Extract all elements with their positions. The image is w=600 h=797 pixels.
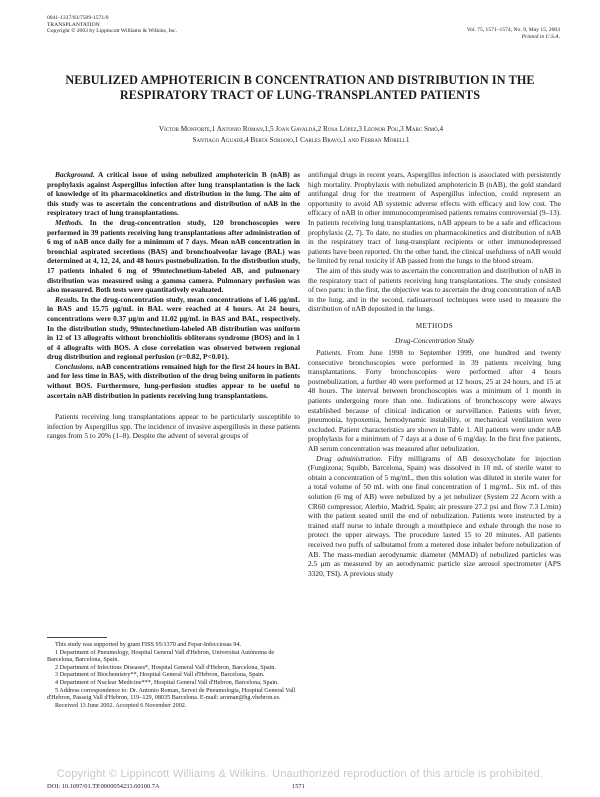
article-title: NEBULIZED AMPHOTERICIN B CONCENTRATION AND DISTRIBUTION IN THE RESPIRATORY TRACT OF LUNG-TRANSPLANTED PATIENTS bbox=[65, 73, 535, 102]
doi: DOI: 10.1097/01.TP.0000054233.60100.7A bbox=[47, 783, 160, 790]
patients-text: From June 1998 to September 1999, one hundred and twenty consecutive bronchoscopies were performed in 39 patients receiving lung transplantations. Forty bronchoscopies were performed after 4 hours postnebulization, a further 40 were performed at 12 hours, 25 at 24 hours, and 15 at 48 hours. The interval between bronchoscopies was a minimum of 1 month in patients undergoing more than one. Indications of bronchoscopy were always established because of clinical indication or surveillance. Patients with fever, pneumonia, hypoxemia, hemodynamic instability, or mechanical ventilation were excluded. Patient characteristics are shown in Table 1. All patients were under nAB prophylaxis for a minimum of 7 days at a dose of 6 mg/day. In the first five patients, AB serum concentration was measured after nebulization. bbox=[308, 348, 561, 454]
methods-text: In the drug-concentration study, 120 bronchoscopies were performed in 39 patients receiving lung transplantations after administration of 6 mg of nAB once daily for a minimum of 7 days. Mean nAB concentration in bronchial aspirated secretions (BAS) and bronchoalveolar lavage (BAL) was determined at 4, 12, 24, and 48 hours postnebulization. In the distribution study, 17 patients inhaled 6 mg of 99mtechnetium-labeled AB, and pulmonary distribution was measured using a gamma camera. Pulmonary perfusion was also measured. Both tests were quantitatively evaluated. bbox=[47, 217, 300, 295]
page-number: 1571 bbox=[292, 783, 305, 790]
footnote-affiliation-2: 2 Department of Infectious Diseases*, Hospital General Vall d'Hebron, Barcelona, Spain. bbox=[55, 663, 276, 671]
printed-in: Printed in U.S.A. bbox=[521, 33, 560, 40]
background-label: Background. bbox=[55, 170, 95, 179]
journal-header-left bbox=[47, 15, 177, 35]
left-column bbox=[47, 170, 300, 441]
abstract bbox=[47, 170, 300, 400]
volume-info: Vol. 75, 1571–1574, No. 9, May 15, 2003 bbox=[466, 27, 560, 33]
abstract-results bbox=[47, 295, 300, 362]
footnotes bbox=[47, 637, 300, 709]
right-column bbox=[308, 170, 561, 578]
journal-header-right bbox=[467, 27, 560, 40]
authors-line-1: Víctor Monforte,1 Antonio Roman,1,5 Joan Gavaldá,2 Rosa López,3 Leonor Pou,3 Marc Simó,4 bbox=[158, 125, 444, 133]
abstract-background bbox=[47, 170, 300, 218]
methods-heading: METHODS bbox=[415, 321, 454, 330]
conclusions-text: nAB concentrations remained high for the first 24 hours in BAL and for less time in BAS, with distribution of the drug being uniform in patients without BOS. Furthermore, lung-perfusion studies appear to be useful to ascertain nAB distribution in patients receiving lung transplantations. bbox=[47, 361, 301, 400]
authors-line-2: Santiago Aguadé,4 Berta Soriano,1 Carles Bravo,1 and Ferran Morell1 bbox=[192, 136, 410, 144]
footnote-funding: This study was supported by grant FISS 95/1370 and Fepar-Infecciosas 94. bbox=[55, 641, 241, 648]
results-label: Results. bbox=[55, 294, 80, 304]
conclusions-label: Conclusions. bbox=[55, 361, 95, 371]
copyright-line: Copyright © 2003 by Lippincott Williams & Wilkins, Inc. bbox=[47, 28, 178, 35]
intro-paragraph-right-2: The aim of this study was to ascertain the concentration and distribution of nAB in the respiratory tract of patients receiving lung transplantations. The study consisted of two parts: in the first, the objective was to ascertain the drug concentration of nAB in the lung, and in the second, radioaerosol techniques were used to measure the distribution of nAB deposited in the lungs. bbox=[308, 265, 561, 314]
drug-study-heading: Drug-Concentration Study bbox=[394, 335, 475, 345]
background-text: A critical issue of using nebulized amphotericin B (nAB) as prophylaxis against Aspergillus infection after lung transplantation is the lack of knowledge of its pharmacokinetics and distribution in the lung. The aim of this study was to ascertain the concentrations and distribution of nAB in the respiratory tract of lung transplantations. bbox=[47, 170, 300, 218]
intro-paragraph-left: Patients receiving lung transplantations appear to be particularly susceptible to infection by Aspergillus spp. The incidence of invasive aspergillosis in these patients ranges from 5 to 20% (1–8). Despite the advent of several groups of bbox=[47, 412, 300, 441]
drug-admin-text: Fifty milligrams of AB desoxycholate for injection (Fungizona; Squibb, Barcelona, Spain) was dissolved in 10 mL of sterile water to obtain a concentration of 5 mg/mL, then this solution was diluted in sterile water for a total volume of 50 mL with one final concentration of 1 mg/mL. Six mL of this solution (6 mg of AB) were nebulized by a jet nebulizer (System 22 Acorn with a CR60 compressor, Alerbio, Madrid, Spain; air pressure 27.2 psi and flow 7.3 L/min) with the patient seated until the end of nebulization. Patients were instructed by a trained staff nurse to inhale through a mouthpiece and exhale through the nose to protect the upper airways. The procedure lasted 15 to 20 minutes. All patients received two puffs of salbutamol from a metered dose inhaler before nebulization of AB. The mass-median aerodynamic diameter (MMAD) of nebulized particles was 2.5 μm as measured by an aerodynamic particle size aerosol spectrometer (APS 3320, TSI). A previous study bbox=[308, 453, 561, 578]
journal-name: TRANSPLANTATION bbox=[47, 21, 100, 28]
footnote-rule bbox=[47, 637, 107, 638]
abstract-conclusions bbox=[47, 362, 300, 400]
author-list bbox=[60, 124, 542, 146]
footnote-affiliation-4: 4 Department of Nuclear Medicine***, Hospital General Vall d'Hebron, Barcelona, Spain. bbox=[55, 678, 279, 686]
footnote-correspondence: 5 Address correspondence to: Dr. Antonio Roman, Servei de Pneumologia, Hospital General Vall d'Hebron, Passeig Vall d'Hebron, 119–129, 08035 Barcelona. E-mail: aroman@hg.vhebron.es. bbox=[47, 686, 296, 702]
footnote-affiliation-3: 3 Department of Biochemistry**, Hospital General Vall d'Hebron, Barcelona, Spain. bbox=[55, 671, 265, 679]
abstract-methods bbox=[47, 218, 300, 295]
copyright-watermark: Copyright © Lippincott Williams & Wilkins. Unauthorized reproduction of this article is prohibited. bbox=[56, 768, 544, 780]
methods-label: Methods. bbox=[55, 217, 84, 227]
issn: 0041-1337/03/7509-1571/0 bbox=[47, 15, 109, 21]
results-text: In the drug-concentration study, mean concentrations of 1.46 μg/mL in BAS and 15.75 μg/mL in BAL were reached at 4 hours. At 24 hours, concentrations were 0.37 μg/m and 11.02 μg/mL in BAS and BAL, respectively. In the distribution study, 99mtechnetium-labeled AB distribution was uniform in 12 of 13 allografts without bronchiolitis obliterans syndrome (BOS) and in 1 of 4 allografts with BOS. A close correlation was observed between regional drug distribution and regional perfusion (r=0.82, P<0.01). bbox=[47, 294, 300, 362]
footnote-affiliation-1: 1 Department of Pneumology, Hospital General Vall d'Hebron, Universitat Autònoma de Barcelona, Barcelona, Spain. bbox=[47, 648, 275, 664]
patients-label: Patients. bbox=[316, 348, 343, 358]
drug-admin-paragraph bbox=[308, 454, 561, 579]
drug-admin-label: Drug administration. bbox=[316, 453, 383, 463]
patients-paragraph bbox=[308, 348, 561, 454]
intro-paragraph-right-1: antifungal drugs in recent years, Aspergillus infection is associated with persistently high mortality. Prophylaxis with nebulized amphotericin B (nAB), the gold standard antifungal drug for the treatment of Aspergillus infection, could represent an opportunity to avoid AB systemic adverse effects with efficacy and low cost. The efficacy of nAB in other immunocompromised patients remains controversial (9–13). In patients receiving lung transplantations, nAB appears to be a safe and efficacious prophylaxis (2, 7). To date, no studies on pharmacokinetics and distribution of nAB in the respiratory tract of lung-transplant recipients or other immunodepressed patients have been reported. On the other hand, the clinical usefulness of nAB would be limited by renal toxicity if AB passed from the lungs to the blood stream. bbox=[308, 170, 561, 266]
footnote-received: Received 13 June 2002. Accepted 6 November 2002. bbox=[55, 701, 187, 709]
